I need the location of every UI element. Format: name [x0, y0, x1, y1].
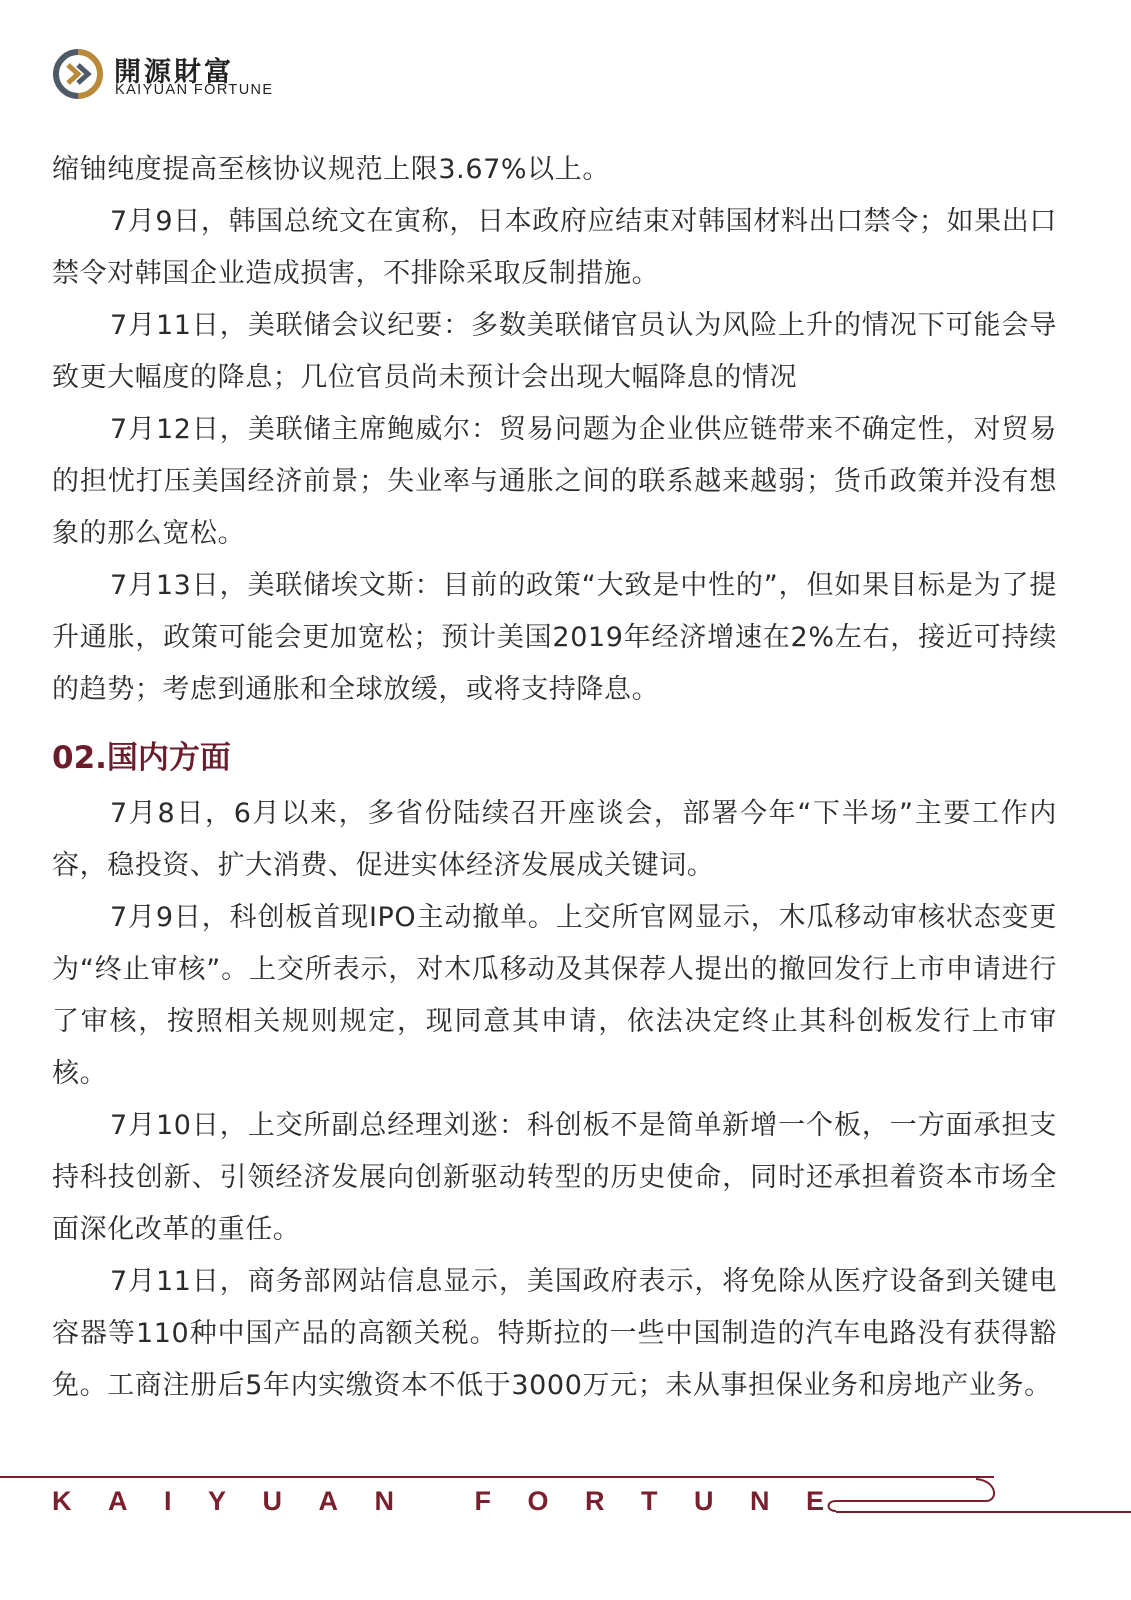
paragraph: 7月9日，韩国总统文在寅称，日本政府应结束对韩国材料出口禁令；如果出口禁令对韩国企业造成损害，不排除采取反制措施。	[52, 206, 1057, 289]
brand-name-cn: 開源財富	[114, 57, 234, 88]
paragraph: 7月10日，上交所副总经理刘逖：科创板不是简单新增一个板，一方面承担支持科技创新、引领经济发展向创新驱动转型的历史使命，同时还承担着资本市场全面深化改革的重任。	[52, 1110, 1057, 1245]
brand-name-en: KAIYUAN FORTUNE	[115, 82, 274, 98]
paragraph: 7月8日，6月以来，多省份陆续召开座谈会，部署今年“下半场”主要工作内容，稳投资、扩大消费、促进实体经济发展成关键词。	[52, 798, 1057, 881]
paragraph: 7月12日，美联储主席鲍威尔：贸易问题为企业供应链带来不确定性，对贸易的担忧打压美国经济前景；失业率与通胀之间的联系越来越弱；货币政策并没有想象的那么宽松。	[52, 414, 1057, 549]
footer-brand: KAIYUAN FORTUNE	[52, 1486, 861, 1516]
paragraph-continuation: 缩铀纯度提高至核协议规范上限3.67%以上。	[52, 154, 610, 185]
paragraph: 7月11日，商务部网站信息显示，美国政府表示，将免除从医疗设备到关键电容器等110种中国产品的高额关税。特斯拉的一些中国制造的汽车电路没有获得豁免。工商注册后5年内实缴资本不低于3000万元；未从事担保业务和房地产业务。	[52, 1266, 1057, 1401]
paragraph: 7月9日，科创板首现IPO主动撤单。上交所官网显示，木瓜移动审核状态变更为“终止审核”。上交所表示，对木瓜移动及其保荐人提出的撤回发行上市申请进行了审核，按照相关规则规定，现同意其申请，依法决定终止其科创板发行上市审核。	[52, 902, 1057, 1089]
paragraph: 7月11日，美联储会议纪要：多数美联储官员认为风险上升的情况下可能会导致更大幅度的降息；几位官员尚未预计会出现大幅降息的情况	[52, 310, 1057, 393]
section-heading: 02.国内方面	[52, 740, 231, 776]
footer-divider-right	[836, 1511, 1131, 1513]
paragraph: 7月13日，美联储埃文斯：目前的政策“大致是中性的”，但如果目标是为了提升通胀，政策可能会更加宽松；预计美国2019年经济增速在2%左右，接近可持续的趋势；考虑到通胀和全球放缓，或将支持降息。	[52, 570, 1057, 705]
kaiyuan-logo-icon	[52, 48, 104, 100]
article-body	[52, 144, 1057, 1412]
